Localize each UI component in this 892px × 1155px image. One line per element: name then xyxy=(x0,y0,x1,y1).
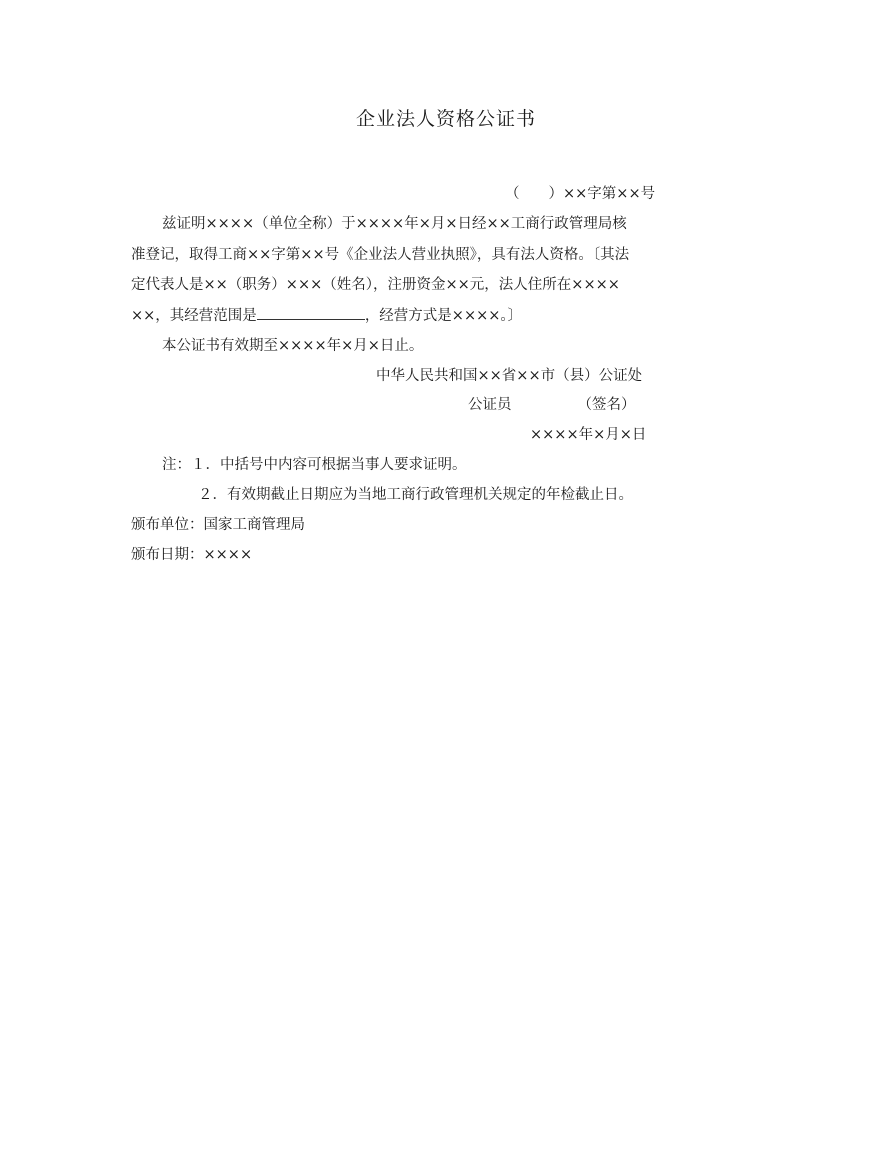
issue-date: 颁布日期：×××× xyxy=(131,547,253,563)
sign-label: （签名） xyxy=(577,397,636,413)
issuing-authority: 颁布单位：国家工商管理局 xyxy=(131,517,305,533)
notary-signature-line xyxy=(468,395,636,415)
business-scope-blank xyxy=(257,305,365,320)
notary-label: 公证员 xyxy=(468,397,512,413)
signature-date: ××××年×月×日 xyxy=(530,427,647,443)
note-1: 注：１．中括号中内容可根据当事人要求证明。 xyxy=(162,457,467,473)
body-line-2: 准登记，取得工商××字第××号《企业法人营业执照》，具有法人资格。〔其法 xyxy=(131,247,630,263)
body-line-3: 定代表人是××（职务）×××（姓名），注册资金××元，法人住所在×××× xyxy=(131,277,620,293)
body-line-1: 兹证明××××（单位全称）于××××年×月×日经××工商行政管理局核 xyxy=(162,216,627,232)
body-line-4-start: ××，其经营范围是 xyxy=(131,308,257,324)
notary-office: 中华人民共和国××省××市（县）公证处 xyxy=(376,368,643,384)
note-2: ２．有效期截止日期应为当地工商行政管理机关规定的年检截止日。 xyxy=(198,487,633,503)
validity-statement: 本公证书有效期至××××年×月×日止。 xyxy=(162,338,424,354)
body-line-4 xyxy=(131,305,522,326)
document-title: 企业法人资格公证书 xyxy=(355,108,536,130)
body-line-4-end: ，经营方式是××××。〕 xyxy=(364,308,523,324)
document-number: （ ）××字第××号 xyxy=(505,186,656,202)
